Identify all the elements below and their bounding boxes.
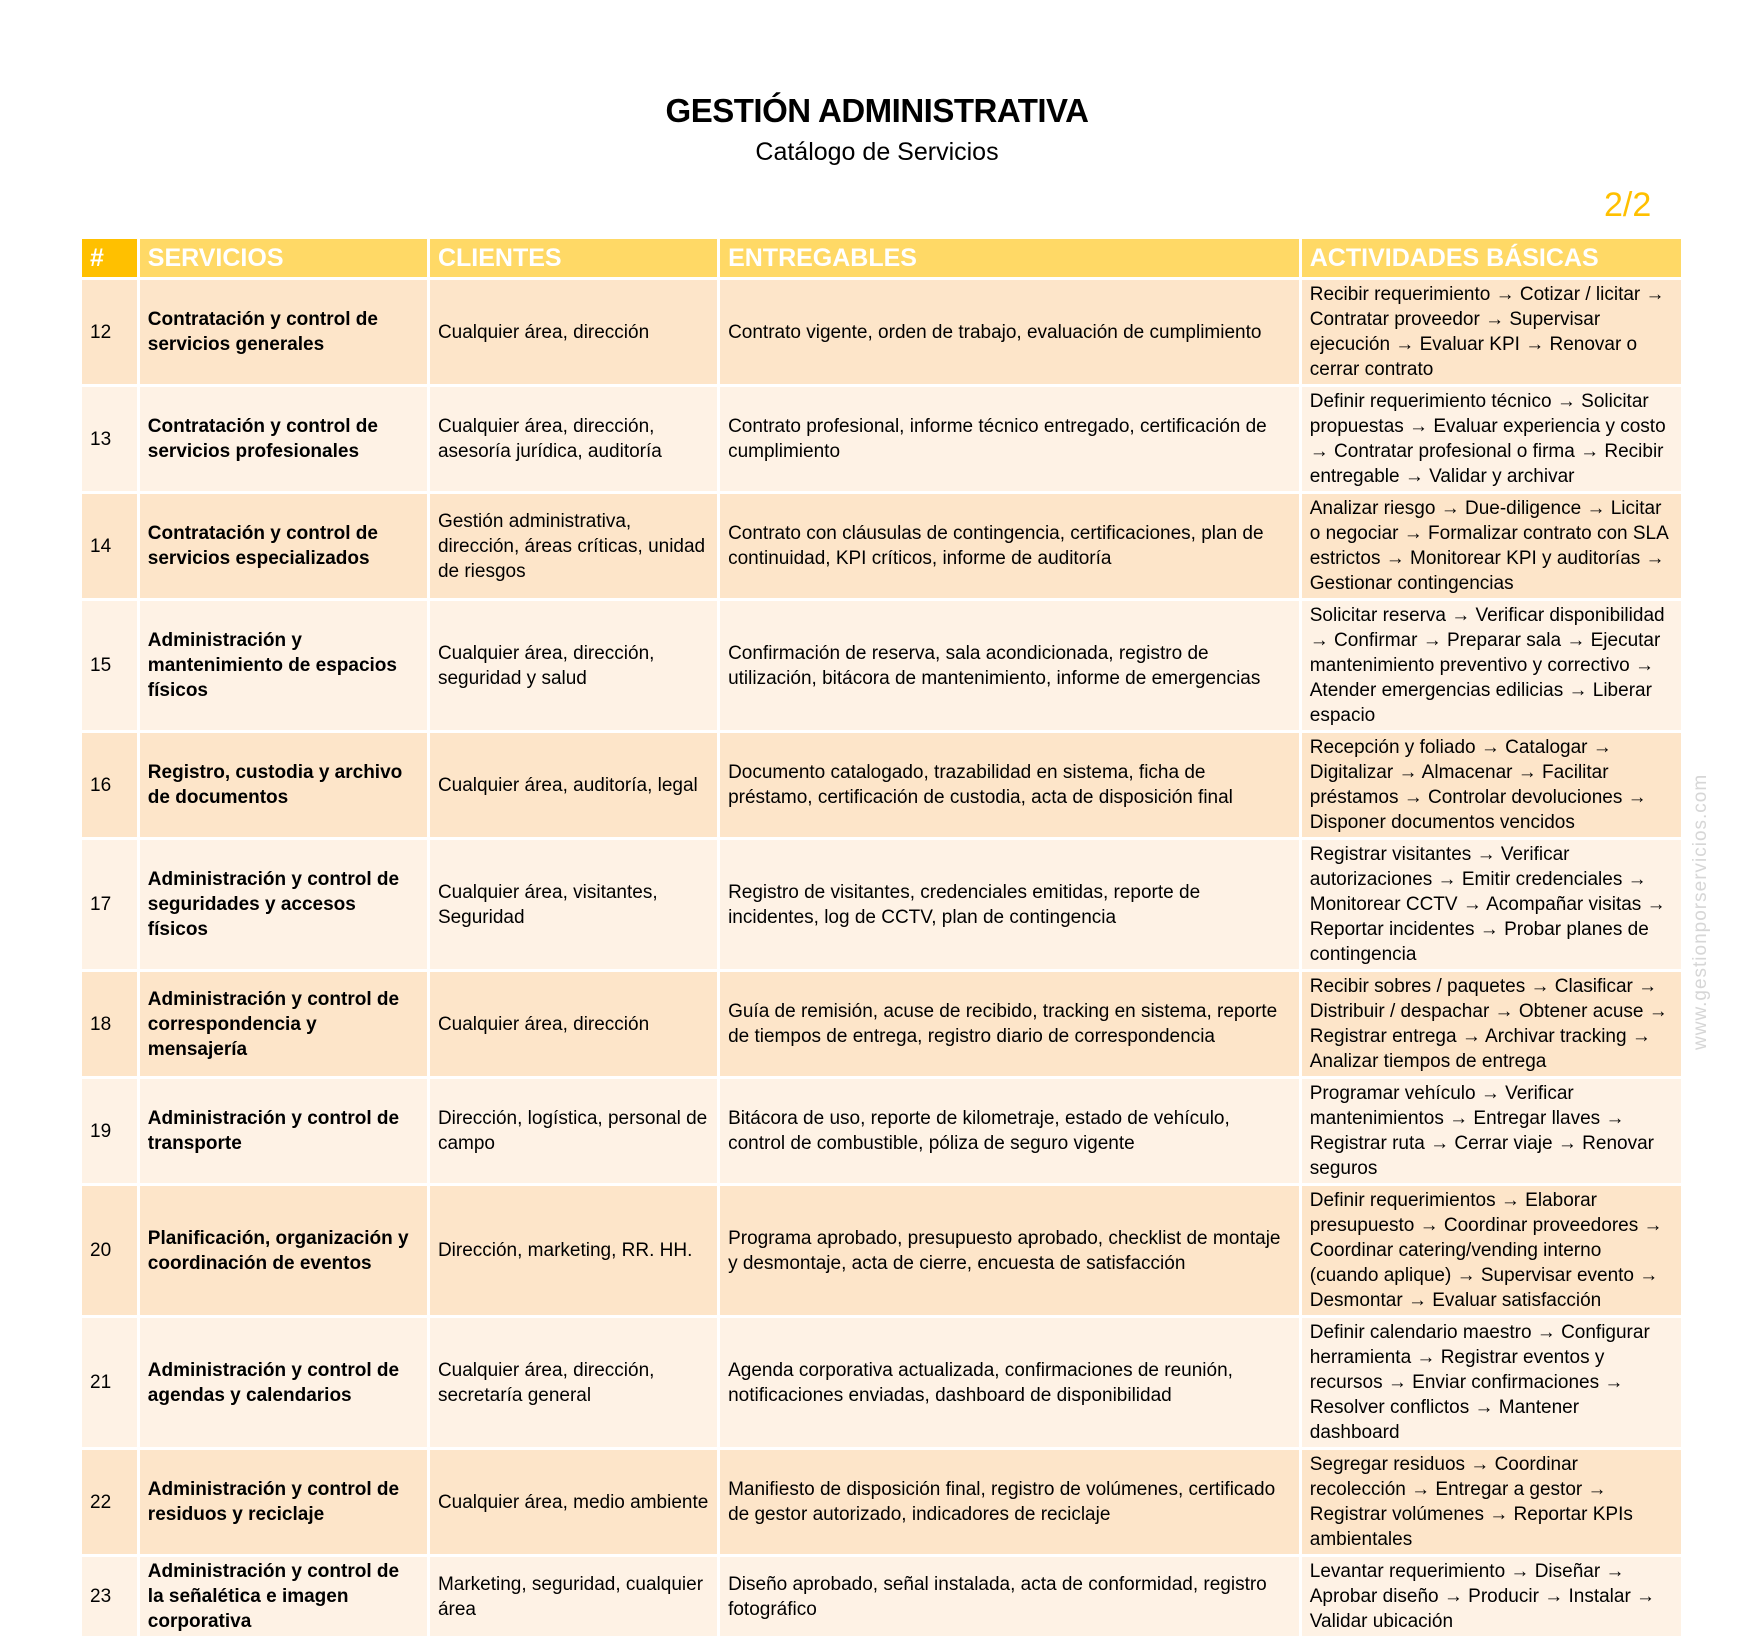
column-header-number: # <box>82 239 137 277</box>
watermark: www.gestionporservicios.com <box>1690 773 1711 1050</box>
row-servicio: Administración y control de correspondencia y mensajería <box>140 972 427 1076</box>
row-servicio: Contratación y control de servicios generales <box>140 280 427 384</box>
table-header-row <box>82 239 1681 277</box>
table-row <box>82 1186 1681 1315</box>
row-number: 13 <box>82 387 137 491</box>
row-clientes: Dirección, marketing, RR. HH. <box>430 1186 717 1315</box>
row-number: 19 <box>82 1079 137 1183</box>
row-actividades: Definir calendario maestro → Configurar herramienta → Registrar eventos y recursos → Enviar confirmaciones → Resolver conflictos → Mantener dashboard <box>1302 1318 1681 1447</box>
row-clientes: Cualquier área, medio ambiente <box>430 1450 717 1554</box>
row-number: 23 <box>82 1557 137 1636</box>
column-header-actividades: ACTIVIDADES BÁSICAS <box>1302 239 1681 277</box>
table-row <box>82 840 1681 969</box>
row-servicio: Administración y control de la señalética e imagen corporativa <box>140 1557 427 1636</box>
column-header-servicios: SERVICIOS <box>140 239 427 277</box>
row-actividades: Recibir requerimiento → Cotizar / licitar → Contratar proveedor → Supervisar ejecución → Evaluar KPI → Renovar o cerrar contrato <box>1302 280 1681 384</box>
row-clientes: Cualquier área, dirección <box>430 972 717 1076</box>
table-row <box>82 1557 1681 1636</box>
row-servicio: Contratación y control de servicios especializados <box>140 494 427 598</box>
row-number: 22 <box>82 1450 137 1554</box>
row-number: 12 <box>82 280 137 384</box>
row-clientes: Cualquier área, auditoría, legal <box>430 733 717 837</box>
row-entregables: Contrato profesional, informe técnico entregado, certificación de cumplimiento <box>720 387 1299 491</box>
table-row <box>82 1450 1681 1554</box>
row-number: 18 <box>82 972 137 1076</box>
row-entregables: Guía de remisión, acuse de recibido, tracking en sistema, reporte de tiempos de entrega, registro diario de correspondencia <box>720 972 1299 1076</box>
table-row <box>82 280 1681 384</box>
table-row <box>82 733 1681 837</box>
table-row <box>82 494 1681 598</box>
row-entregables: Programa aprobado, presupuesto aprobado, checklist de montaje y desmontaje, acta de cierre, encuesta de satisfacción <box>720 1186 1299 1315</box>
row-clientes: Cualquier área, dirección, asesoría jurídica, auditoría <box>430 387 717 491</box>
row-entregables: Agenda corporativa actualizada, confirmaciones de reunión, notificaciones enviadas, dashboard de disponibilidad <box>720 1318 1299 1447</box>
row-servicio: Administración y control de seguridades y accesos físicos <box>140 840 427 969</box>
row-number: 16 <box>82 733 137 837</box>
row-servicio: Contratación y control de servicios profesionales <box>140 387 427 491</box>
row-servicio: Administración y control de residuos y reciclaje <box>140 1450 427 1554</box>
table-row <box>82 387 1681 491</box>
row-servicio: Administración y mantenimiento de espacios físicos <box>140 601 427 730</box>
row-clientes: Cualquier área, dirección, secretaría general <box>430 1318 717 1447</box>
row-entregables: Documento catalogado, trazabilidad en sistema, ficha de préstamo, certificación de custodia, acta de disposición final <box>720 733 1299 837</box>
row-entregables: Confirmación de reserva, sala acondicionada, registro de utilización, bitácora de mantenimiento, informe de emergencias <box>720 601 1299 730</box>
row-actividades: Segregar residuos → Coordinar recolección → Entregar a gestor → Registrar volúmenes → Reportar KPIs ambientales <box>1302 1450 1681 1554</box>
row-clientes: Dirección, logística, personal de campo <box>430 1079 717 1183</box>
table-row <box>82 1079 1681 1183</box>
row-clientes: Cualquier área, visitantes, Seguridad <box>430 840 717 969</box>
row-number: 21 <box>82 1318 137 1447</box>
row-number: 17 <box>82 840 137 969</box>
services-catalog-table <box>79 236 1684 1639</box>
row-actividades: Analizar riesgo → Due-diligence → Licitar o negociar → Formalizar contrato con SLA estrictos → Monitorear KPI y auditorías → Gestionar contingencias <box>1302 494 1681 598</box>
row-servicio: Registro, custodia y archivo de documentos <box>140 733 427 837</box>
row-servicio: Administración y control de agendas y calendarios <box>140 1318 427 1447</box>
page-title: GESTIÓN ADMINISTRATIVA <box>665 92 1089 129</box>
row-clientes: Gestión administrativa, dirección, áreas críticas, unidad de riesgos <box>430 494 717 598</box>
table-row <box>82 1318 1681 1447</box>
row-number: 14 <box>82 494 137 598</box>
row-entregables: Diseño aprobado, señal instalada, acta de conformidad, registro fotográfico <box>720 1557 1299 1636</box>
table-row <box>82 601 1681 730</box>
row-clientes: Marketing, seguridad, cualquier área <box>430 1557 717 1636</box>
column-header-clientes: CLIENTES <box>430 239 717 277</box>
row-actividades: Programar vehículo → Verificar mantenimientos → Entregar llaves → Registrar ruta → Cerrar viaje → Renovar seguros <box>1302 1079 1681 1183</box>
page-indicator: 2/2 <box>1604 186 1652 224</box>
table-row <box>82 972 1681 1076</box>
row-actividades: Recepción y foliado → Catalogar → Digitalizar → Almacenar → Facilitar préstamos → Controlar devoluciones → Disponer documentos vencidos <box>1302 733 1681 837</box>
row-clientes: Cualquier área, dirección, seguridad y salud <box>430 601 717 730</box>
row-entregables: Contrato vigente, orden de trabajo, evaluación de cumplimiento <box>720 280 1299 384</box>
row-actividades: Definir requerimientos → Elaborar presupuesto → Coordinar proveedores → Coordinar catering/vending interno (cuando aplique) → Supervisar evento → Desmontar → Evaluar satisfacción <box>1302 1186 1681 1315</box>
page-subtitle: Catálogo de Servicios <box>755 138 999 166</box>
row-number: 20 <box>82 1186 137 1315</box>
column-header-entregables: ENTREGABLES <box>720 239 1299 277</box>
row-entregables: Bitácora de uso, reporte de kilometraje, estado de vehículo, control de combustible, póliza de seguro vigente <box>720 1079 1299 1183</box>
row-entregables: Registro de visitantes, credenciales emitidas, reporte de incidentes, log de CCTV, plan de contingencia <box>720 840 1299 969</box>
row-actividades: Definir requerimiento técnico → Solicitar propuestas → Evaluar experiencia y costo → Contratar profesional o firma → Recibir entregable → Validar y archivar <box>1302 387 1681 491</box>
row-clientes: Cualquier área, dirección <box>430 280 717 384</box>
row-actividades: Solicitar reserva → Verificar disponibilidad → Confirmar → Preparar sala → Ejecutar mantenimiento preventivo y correctivo → Atender emergencias edilicias → Liberar espacio <box>1302 601 1681 730</box>
row-number: 15 <box>82 601 137 730</box>
row-actividades: Registrar visitantes → Verificar autorizaciones → Emitir credenciales → Monitorear CCTV → Acompañar visitas → Reportar incidentes → Probar planes de contingencia <box>1302 840 1681 969</box>
row-servicio: Planificación, organización y coordinación de eventos <box>140 1186 427 1315</box>
row-entregables: Contrato con cláusulas de contingencia, certificaciones, plan de continuidad, KPI críticos, informe de auditoría <box>720 494 1299 598</box>
row-entregables: Manifiesto de disposición final, registro de volúmenes, certificado de gestor autorizado, indicadores de reciclaje <box>720 1450 1299 1554</box>
row-actividades: Levantar requerimiento → Diseñar → Aprobar diseño → Producir → Instalar → Validar ubicación <box>1302 1557 1681 1636</box>
row-servicio: Administración y control de transporte <box>140 1079 427 1183</box>
row-actividades: Recibir sobres / paquetes → Clasificar → Distribuir / despachar → Obtener acuse → Registrar entrega → Archivar tracking → Analizar tiempos de entrega <box>1302 972 1681 1076</box>
